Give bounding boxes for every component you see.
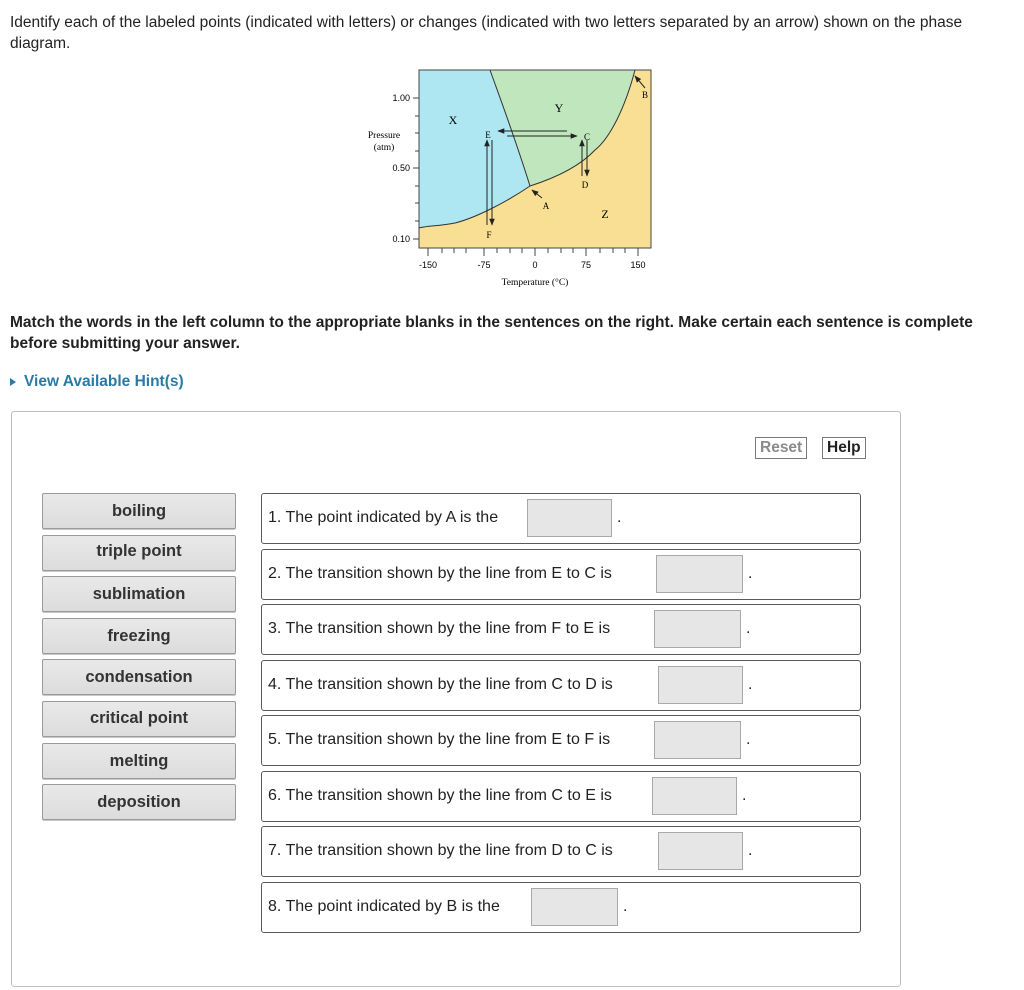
reset-button[interactable]: Reset [755,437,807,459]
answer-blank-5[interactable] [654,721,741,759]
point-d-label: D [581,180,589,190]
answer-blank-8[interactable] [531,888,618,926]
phase-diagram [355,68,665,290]
word-tile-triple-point[interactable]: triple point [42,535,236,571]
word-tile-melting[interactable]: melting [42,743,236,779]
sentence-period: . [623,898,628,915]
x-tick-2: -75 [477,260,491,270]
word-tile-condensation[interactable]: condensation [42,659,236,695]
answer-blank-3[interactable] [654,610,741,648]
sentence-period: . [617,509,622,526]
word-tile-freezing[interactable]: freezing [42,618,236,654]
sentence-text: 7. The transition shown by the line from D to C is [268,842,613,859]
sentence-period: . [748,565,753,582]
answer-blank-7[interactable] [658,832,743,870]
region-y-label: Y [554,101,564,115]
answer-blank-6[interactable] [652,777,737,815]
y-tick-1: 1.00 [392,93,410,103]
sentence-1 [261,493,861,544]
y-axis-label: Pressure [367,131,401,141]
answer-blank-1[interactable] [527,499,612,537]
point-e-label: E [485,130,491,140]
x-tick-3: 0 [532,260,538,270]
sentence-4 [261,660,861,711]
x-tick-5: 150 [630,260,646,270]
word-tile-critical-point[interactable]: critical point [42,701,236,737]
sentence-3 [261,604,861,655]
word-tile-deposition[interactable]: deposition [42,784,236,820]
region-z-label: Z [601,207,609,221]
sentence-8 [261,882,861,933]
answer-blank-4[interactable] [658,666,743,704]
sentence-text: 2. The transition shown by the line from E to C is [268,565,612,582]
sentence-text: 8. The point indicated by B is the [268,898,500,915]
x-axis-label: Temperature (°C) [501,278,569,288]
sentence-text: 6. The transition shown by the line from C to E is [268,787,612,804]
y-axis-unit: (atm) [373,143,395,153]
sentence-period: . [746,620,751,637]
sentence-period: . [746,731,751,748]
sentence-period: . [748,676,753,693]
x-tick-4: 75 [580,260,592,270]
point-f-label: F [486,230,492,240]
sentence-text: 4. The transition shown by the line from C to D is [268,676,613,693]
point-b-label: B [641,90,649,100]
question-intro: Identify each of the labeled points (indicated with letters) or changes (indicated with two letters separated by an arrow) shown on the phase diagram. [10,14,963,52]
sentence-text: 1. The point indicated by A is the [268,509,499,526]
sentence-period: . [748,842,753,859]
word-tile-sublimation[interactable]: sublimation [42,576,236,612]
sentence-text: 3. The transition shown by the line from F to E is [268,620,611,637]
region-x-label: X [448,113,458,127]
sentence-6 [261,771,861,822]
sentence-period: . [742,787,747,804]
y-tick-3: 0.10 [392,234,410,244]
sentence-2 [261,549,861,600]
x-tick-1: -150 [418,260,438,270]
view-hints-link[interactable] [10,373,184,391]
sentence-7 [261,826,861,877]
word-tile-boiling[interactable]: boiling [42,493,236,529]
sentence-5 [261,715,861,766]
point-c-label: C [583,132,591,142]
sentence-text: 5. The transition shown by the line from E to F is [268,731,611,748]
help-button[interactable]: Help [822,437,866,459]
instructions: Match the words in the left column to the appropriate blanks in the sentences on the right. Make certain each sentence is complete before submitting your answer. [10,314,973,352]
y-tick-2: 0.50 [392,163,410,173]
point-a-label: A [542,201,550,211]
caret-right-icon [10,378,16,386]
matching-panel [11,411,901,987]
hint-label: View Available Hint(s) [24,373,184,390]
answer-blank-2[interactable] [656,555,743,593]
